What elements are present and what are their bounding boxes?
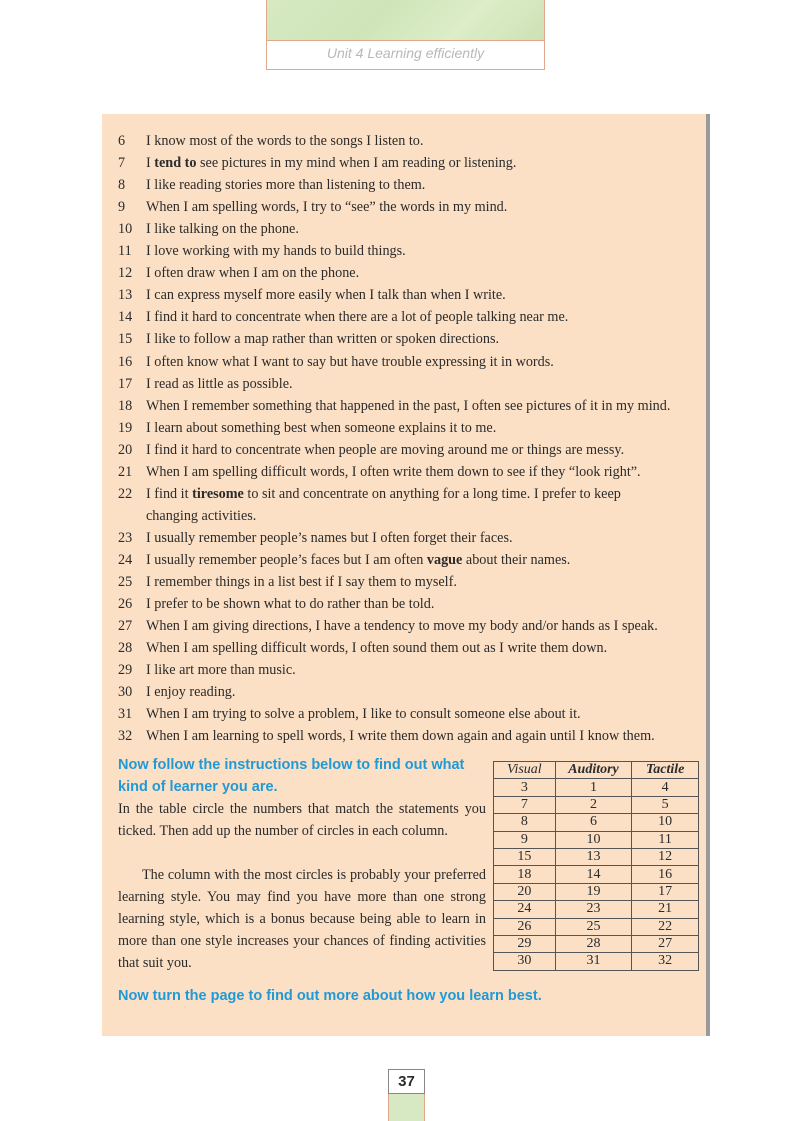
visual-cell[interactable]: 26: [494, 918, 556, 935]
statement-text: [146, 442, 624, 458]
statement-text: [146, 221, 299, 237]
statement-text-part: I usually remember people’s names but I often forget their faces.: [146, 529, 513, 546]
visual-cell[interactable]: 9: [494, 831, 556, 848]
statement-text: [146, 574, 457, 590]
statement-text-part: When I am spelling words, I try to “see” the words in my mind.: [146, 199, 508, 216]
tactile-cell[interactable]: 11: [632, 831, 699, 848]
visual-cell[interactable]: 20: [494, 883, 556, 900]
auditory-cell[interactable]: 2: [555, 796, 632, 813]
statement-text-part: to sit and concentrate on anything for a long time. I prefer to keep: [243, 485, 621, 502]
tactile-cell[interactable]: 22: [632, 918, 699, 935]
auditory-cell[interactable]: 19: [555, 883, 632, 900]
statement-number: 31: [118, 706, 133, 723]
table-row: [494, 779, 699, 796]
instructions-heading-line2: kind of learner you are.: [118, 779, 278, 795]
statement-item: [118, 442, 624, 458]
statement-number: 14: [118, 309, 133, 326]
statement-text-part: I love working with my hands to build things.: [146, 243, 406, 260]
auditory-cell[interactable]: 10: [555, 831, 632, 848]
auditory-cell[interactable]: 6: [555, 814, 632, 831]
statement-item: [118, 376, 293, 392]
instructions-paragraph-1: In the table circle the numbers that match the statements you ticked. Then add up the number of circles in each column.: [118, 801, 486, 839]
statement-text: [146, 662, 296, 678]
statement-text: [146, 706, 581, 722]
page-number: 37: [388, 1069, 425, 1094]
table-row: [494, 796, 699, 813]
statement-text-part: I often draw when I am on the phone.: [146, 265, 360, 282]
statement-text-part: I can express myself more easily when I talk than when I write.: [146, 287, 506, 304]
instructions-paragraph-2: The column with the most circles is probably your preferred learning style. You may find you have more than one strong learning style, which is a bonus because being able to learn in more than one style increases your chances of finding activities that suit you.: [118, 867, 486, 971]
page-number-strip: [388, 1094, 425, 1121]
statement-item: [118, 398, 670, 414]
statement-text: [146, 199, 507, 215]
statement-text-part: I usually remember people’s faces but I am often: [146, 551, 427, 568]
statement-text-part: I like to follow a map rather than written or spoken directions.: [146, 331, 500, 348]
statement-number: 28: [118, 640, 133, 657]
table-row: [494, 953, 699, 970]
statement-text: [146, 331, 499, 347]
visual-cell[interactable]: 18: [494, 866, 556, 883]
statement-item: [118, 464, 641, 480]
auditory-cell[interactable]: 23: [555, 901, 632, 918]
statement-text-part: I find it hard to concentrate when there are a lot of people talking near me.: [146, 309, 569, 326]
statement-text-part: I prefer to be shown what to do rather than be told.: [146, 596, 435, 613]
tactile-cell[interactable]: 32: [632, 953, 699, 970]
vocabulary-word: tend to: [154, 155, 197, 172]
statement-number: 24: [118, 551, 133, 568]
statement-item: [118, 133, 423, 149]
statement-text: [146, 530, 513, 546]
visual-cell[interactable]: 3: [494, 779, 556, 796]
statement-item: [118, 155, 516, 171]
statement-text: [146, 486, 621, 502]
table-row: [494, 848, 699, 865]
statement-text: [146, 133, 423, 149]
statement-text-part: I read as little as possible.: [146, 375, 293, 392]
statement-text: [146, 420, 496, 436]
visual-cell[interactable]: 7: [494, 796, 556, 813]
statement-item: [118, 221, 299, 237]
statement-number: 19: [118, 419, 133, 436]
visual-cell[interactable]: 24: [494, 901, 556, 918]
statement-continuation: changing activities.: [146, 507, 257, 524]
statement-number: 13: [118, 287, 133, 304]
statement-number: 29: [118, 662, 133, 679]
statement-number: 23: [118, 529, 133, 546]
statement-number: 16: [118, 353, 133, 370]
visual-cell[interactable]: 8: [494, 814, 556, 831]
statement-text-part: When I am giving directions, I have a tendency to move my body and/or hands as I speak.: [146, 618, 658, 635]
statement-number: 11: [118, 243, 132, 260]
auditory-cell[interactable]: 13: [555, 848, 632, 865]
statement-item: [118, 596, 434, 612]
statement-text: [146, 398, 670, 414]
statement-item: [118, 354, 554, 370]
header-tactile: Tactile: [632, 762, 699, 779]
statement-text-part: I find it hard to concentrate when people are moving around me or things are messy.: [146, 441, 625, 458]
statement-item: [118, 177, 425, 193]
tactile-cell[interactable]: 4: [632, 779, 699, 796]
statement-item: [118, 552, 570, 568]
statement-item: [118, 640, 607, 656]
panel-shadow: [706, 114, 710, 1036]
statement-text: [146, 596, 434, 612]
statement-text-part: I remember things in a list best if I say them to myself.: [146, 574, 457, 590]
statement-item: [118, 728, 655, 744]
statement-item: [118, 309, 568, 325]
statement-text-part: see pictures in my mind when I am reading or listening.: [196, 155, 517, 172]
tactile-cell[interactable]: 21: [632, 901, 699, 918]
visual-cell[interactable]: 15: [494, 848, 556, 865]
table-row: [494, 901, 699, 918]
statement-text-part: When I am trying to solve a problem, I like to consult someone else about it.: [146, 706, 581, 723]
statement-number: 30: [118, 684, 133, 701]
vocabulary-word: vague: [426, 551, 463, 568]
unit-tab-banner: [267, 0, 544, 41]
table-row: [494, 883, 699, 900]
statement-item: [118, 706, 581, 722]
table-row: [494, 814, 699, 831]
table-row: [494, 831, 699, 848]
statement-text: [146, 265, 359, 281]
statement-text: [146, 618, 658, 634]
statement-number: 25: [118, 574, 133, 590]
statement-number: 27: [118, 618, 133, 635]
auditory-cell[interactable]: 31: [555, 953, 632, 970]
statement-number: 32: [118, 728, 133, 745]
tactile-cell[interactable]: 27: [632, 935, 699, 952]
statement-item: [118, 486, 621, 502]
learning-style-table: [493, 761, 699, 971]
statement-item: [118, 287, 506, 303]
tactile-cell[interactable]: 5: [632, 796, 699, 813]
statement-number: 7: [118, 155, 126, 172]
statement-text-part: I like reading stories more than listening to them.: [146, 177, 426, 194]
statement-text-part: I know most of the words to the songs I listen to.: [146, 133, 424, 149]
auditory-cell[interactable]: 25: [555, 918, 632, 935]
statement-number: 9: [118, 199, 126, 216]
tactile-cell[interactable]: 17: [632, 883, 699, 900]
vocabulary-word: tiresome: [192, 485, 244, 502]
statement-text-part: When I am spelling difficult words, I often write them down to see if they “look right”.: [146, 463, 641, 480]
unit-tab: [266, 0, 545, 70]
statement-number: 8: [118, 177, 126, 194]
statement-text: [146, 243, 406, 259]
statement-item: [118, 199, 507, 215]
statement-text: [146, 177, 425, 193]
statement-text: [146, 728, 655, 744]
statement-text: [146, 155, 516, 171]
header-visual: Visual: [494, 762, 556, 779]
statement-item: [118, 530, 513, 546]
statement-number: 6: [118, 133, 126, 149]
tactile-cell[interactable]: 16: [632, 866, 699, 883]
statement-item: [118, 684, 235, 700]
statement-item: [118, 243, 406, 259]
table-row: [494, 935, 699, 952]
statement-text: [146, 684, 235, 700]
statement-text-part: When I am spelling difficult words, I often sound them out as I write them down.: [146, 640, 608, 657]
statement-number: 15: [118, 331, 133, 348]
statement-text-part: I like art more than music.: [146, 662, 296, 679]
instructions-heading-line1: Now follow the instructions below to find out what: [118, 757, 465, 773]
statement-number: 20: [118, 441, 133, 458]
auditory-cell[interactable]: 28: [555, 935, 632, 952]
statement-number: 18: [118, 397, 133, 414]
statement-text: [146, 552, 570, 568]
statement-text-part: When I remember something that happened in the past, I often see pictures of it in my mind.: [146, 397, 671, 414]
tactile-cell[interactable]: 10: [632, 814, 699, 831]
statement-text-part: I learn about something best when someone explains it to me.: [146, 419, 497, 436]
statement-text: [146, 287, 506, 303]
statement-text-part: I find it: [146, 485, 193, 502]
statement-text-part: I often know what I want to say but have trouble expressing it in words.: [146, 353, 554, 370]
tactile-cell[interactable]: 12: [632, 848, 699, 865]
statement-text-part: When I am learning to spell words, I write them down again and again until I know them.: [146, 728, 655, 745]
statement-item: [118, 574, 457, 590]
statement-text: [146, 376, 293, 392]
statement-text-part: I enjoy reading.: [146, 684, 236, 701]
statement-text: [146, 464, 641, 480]
statement-text: [146, 309, 568, 325]
statement-number: 26: [118, 596, 133, 613]
statement-text-part: about their names.: [462, 551, 571, 568]
visual-cell[interactable]: 30: [494, 953, 556, 970]
header-auditory: Auditory: [555, 762, 632, 779]
statement-item: [118, 662, 296, 678]
table-row: [494, 866, 699, 883]
statement-text-part: I: [146, 155, 155, 172]
unit-label: Unit 4 Learning efficiently: [326, 45, 485, 61]
statement-item: [118, 420, 496, 436]
table-row: [494, 918, 699, 935]
statement-text: [146, 354, 554, 370]
statement-number: 21: [118, 463, 133, 480]
auditory-cell[interactable]: 14: [555, 866, 632, 883]
auditory-cell[interactable]: 1: [555, 779, 632, 796]
statement-number: 10: [118, 221, 133, 238]
statement-item: [118, 618, 658, 634]
statement-item: [118, 331, 499, 347]
statement-number: 17: [118, 375, 133, 392]
table-header-row: [494, 762, 699, 779]
visual-cell[interactable]: 29: [494, 935, 556, 952]
statement-number: 22: [118, 485, 133, 502]
statement-text: [146, 640, 607, 656]
statement-number: 12: [118, 265, 133, 282]
statement-text-part: I like talking on the phone.: [146, 221, 299, 238]
statement-item: [118, 265, 359, 281]
footer-heading: Now turn the page to find out more about how you learn best.: [118, 988, 542, 1004]
